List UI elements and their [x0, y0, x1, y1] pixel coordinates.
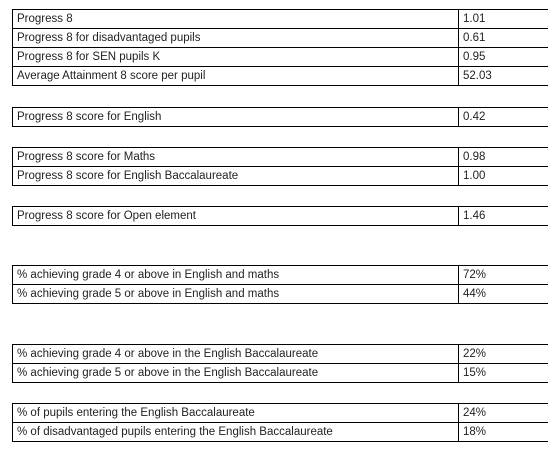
table-row	[13, 29, 548, 48]
row-value: 1.01	[459, 10, 548, 29]
table-row	[13, 10, 548, 29]
table-row	[13, 108, 548, 127]
table-row	[13, 266, 548, 285]
table-row	[13, 207, 548, 226]
row-label: Average Attainment 8 score per pupil	[13, 67, 459, 86]
row-label: Progress 8 score for Open element	[13, 207, 459, 226]
ebacc-grades-table	[12, 344, 548, 383]
row-value: 24%	[459, 404, 548, 423]
row-value: 15%	[459, 364, 548, 383]
row-label: % achieving grade 4 or above in English and maths	[13, 266, 459, 285]
row-label: % achieving grade 4 or above in the English Baccalaureate	[13, 345, 459, 364]
table-row	[13, 423, 548, 442]
table-row	[13, 345, 548, 364]
table-row	[13, 167, 548, 186]
row-value: 1.00	[459, 167, 548, 186]
table-row	[13, 67, 548, 86]
row-label: Progress 8 score for Maths	[13, 148, 459, 167]
row-label: Progress 8	[13, 10, 459, 29]
table-row	[13, 364, 548, 383]
row-label: Progress 8 for disadvantaged pupils	[13, 29, 459, 48]
row-label: % achieving grade 5 or above in the English Baccalaureate	[13, 364, 459, 383]
row-value: 52.03	[459, 67, 548, 86]
progress-8-english-table	[12, 107, 548, 127]
row-label: Progress 8 score for English	[13, 108, 459, 127]
row-value: 0.42	[459, 108, 548, 127]
row-value: 18%	[459, 423, 548, 442]
table-row	[13, 48, 548, 67]
row-label: Progress 8 score for English Baccalaureate	[13, 167, 459, 186]
table-row	[13, 404, 548, 423]
progress-8-open-element-table	[12, 206, 548, 226]
row-value: 1.46	[459, 207, 548, 226]
row-value: 72%	[459, 266, 548, 285]
row-value: 44%	[459, 285, 548, 304]
table-row	[13, 148, 548, 167]
row-value: 0.95	[459, 48, 548, 67]
english-maths-grades-table	[12, 265, 548, 304]
ebacc-entry-table	[12, 403, 548, 442]
row-label: % of disadvantaged pupils entering the English Baccalaureate	[13, 423, 459, 442]
row-label: % of pupils entering the English Baccalaureate	[13, 404, 459, 423]
row-label: % achieving grade 5 or above in English and maths	[13, 285, 459, 304]
row-label: Progress 8 for SEN pupils K	[13, 48, 459, 67]
table-row	[13, 285, 548, 304]
progress-8-maths-ebacc-table	[12, 147, 548, 186]
row-value: 0.61	[459, 29, 548, 48]
row-value: 0.98	[459, 148, 548, 167]
row-value: 22%	[459, 345, 548, 364]
progress-8-summary-table	[12, 9, 548, 86]
